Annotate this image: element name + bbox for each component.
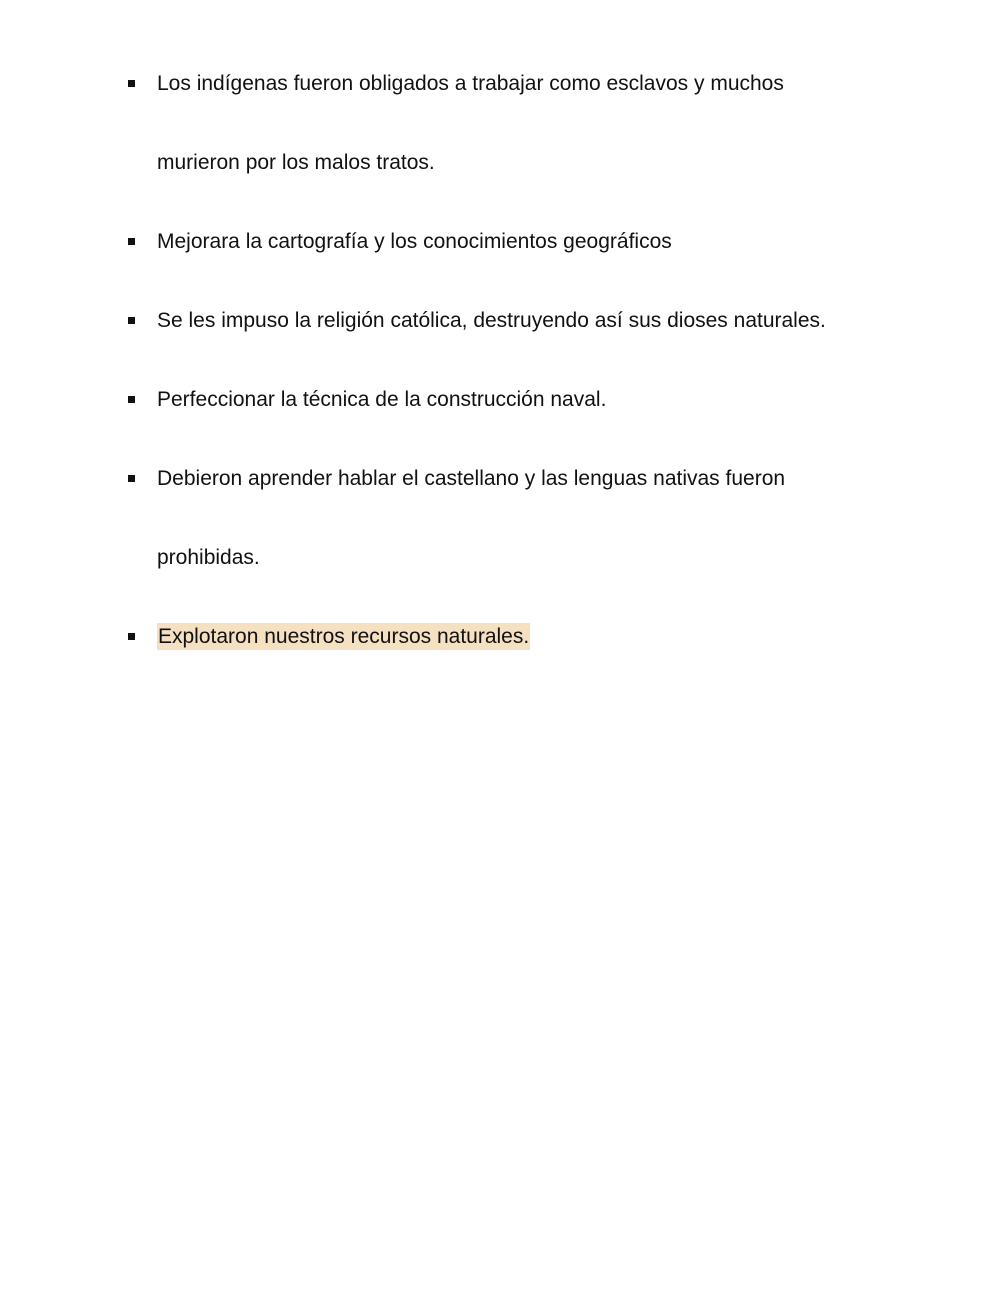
item-text-line: Perfeccionar la técnica de la construcción naval. [157,388,607,411]
square-bullet-icon [128,80,135,87]
list-item [0,281,826,360]
list-item-highlighted [0,597,826,676]
square-bullet-icon [128,633,135,640]
item-text-line: prohibidas. [157,546,260,569]
square-bullet-icon [128,396,135,403]
item-text-line: murieron por los malos tratos. [157,151,435,174]
item-text-line: Se les impuso la religión católica, destruyendo así sus dioses naturales. [157,309,826,332]
list-item [0,439,826,597]
square-bullet-icon [128,317,135,324]
item-text-line [0,597,826,676]
list-item [0,360,826,439]
square-bullet-icon [128,238,135,245]
list-item [0,44,826,202]
item-text-line: Debieron aprender hablar el castellano y las lenguas nativas fueron [157,467,786,490]
bullet-list [0,44,826,676]
item-text-line: Mejorara la cartografía y los conocimientos geográficos [157,230,672,253]
item-text-line: Los indígenas fueron obligados a trabajar como esclavos y muchos [157,72,784,95]
list-item [0,202,826,281]
highlighted-text: Explotaron nuestros recursos naturales. [158,625,530,648]
square-bullet-icon [128,475,135,482]
